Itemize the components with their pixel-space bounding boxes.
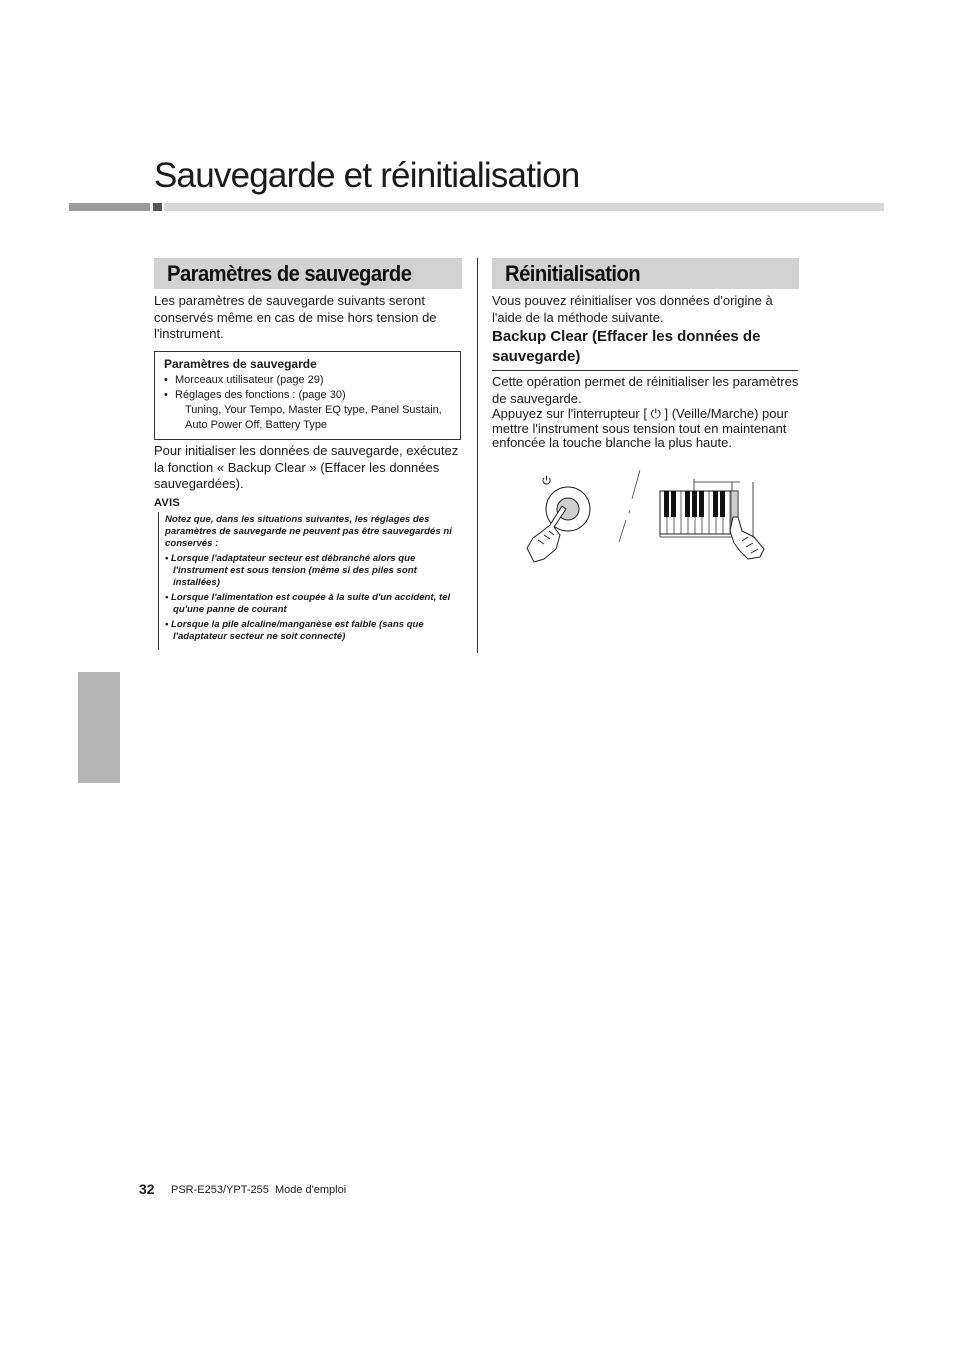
separator-line [632,470,640,499]
power-icon [543,476,550,484]
list-item: • Réglages des fonctions : (page 30) [164,389,346,401]
params-box-title: Paramètres de sauvegarde [164,357,317,371]
title-rule-square [153,203,162,211]
list-item-detail: Tuning, Your Tempo, Master EQ type, Panel Sustain, [185,404,442,416]
init-instructions: Pour initialiser les données de sauvegarde, exécutez la fonction « Backup Clear » (Effacer les données sauvegardées). [154,443,459,491]
title-rule-light [164,203,884,211]
avis-notice [165,514,465,643]
avis-item: • Lorsque l'adaptateur secteur est débranché alors que l'instrument est sous tension (même si des piles sont installées) [165,553,417,588]
backup-clear-heading: Backup Clear (Effacer les données de sauvegarde) [492,328,761,365]
list-item-detail: Auto Power Off, Battery Type [185,419,328,431]
sub-heading-rule [492,370,798,371]
avis-side-rule [158,512,159,650]
reset-intro-text: Vous pouvez réinitialiser vos données d'origine à l'aide de la méthode suivante. [492,293,773,325]
avis-item: • Lorsque la pile alcaline/manganèse est faible (sans que l'adaptateur secteur ne soit connecté) [165,619,424,642]
avis-intro: Notez que, dans les situations suivantes, les réglages des paramètres de sauvegarde ne peuvent pas être sauvegardés ni conservés : [165,514,452,549]
section-heading-reset [492,258,799,289]
power-icon: ⏻ [650,406,661,421]
backup-params-box [154,351,461,440]
section-heading-backup-params [154,258,462,289]
manual-name: PSR-E253/YPT-255 Mode d'emploi [171,1184,347,1196]
avis-label: AVIS [154,497,181,509]
title-rule-dark [69,203,150,211]
params-list [164,373,442,433]
paragraph: Appuyez sur l'interrupteur [ ⏻ ] (Veille/Marche) pour mettre l'instrument sous tension tout en maintenant enfoncée la touche blanche la plus haute. [492,406,789,450]
backup-clear-illustration [520,465,770,570]
backup-clear-instructions [492,373,802,451]
section-heading-text: Réinitialisation [505,261,641,286]
backup-intro-text: Les paramètres de sauvegarde suivants seront conservés même en cas de mise hors tension de l'instrument. [154,293,437,341]
page-title: Sauvegarde et réinitialisation [154,156,580,195]
pointing-hand-icon [730,517,764,559]
column-divider [477,258,478,653]
section-heading-text: Paramètres de sauvegarde [167,261,412,286]
paragraph: Cette opération permet de réinitialiser les paramètres de sauvegarde. [492,374,799,406]
side-tab [78,672,120,783]
page-number: 32 [139,1181,155,1197]
list-item: • Morceaux utilisateur (page 29) [164,374,324,386]
avis-item: • Lorsque l'alimentation est coupée à la suite d'un accident, tel qu'une panne de courant [165,592,451,615]
